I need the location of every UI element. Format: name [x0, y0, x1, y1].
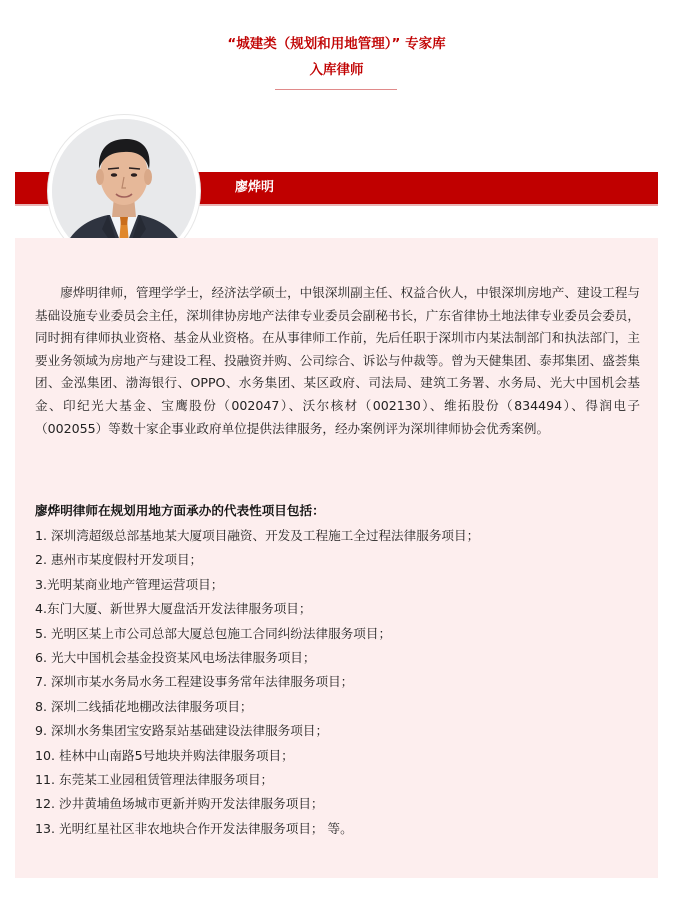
- page-header: [0, 34, 673, 80]
- list-item: 11. 东莞某工业园租赁管理法律服务项目；: [35, 772, 274, 788]
- projects-heading: 廖烨明律师在规划用地方面承办的代表性项目包括：: [35, 503, 325, 518]
- profile-panel: [15, 238, 658, 878]
- lawyer-bio: 廖烨明律师，管理学学士，经济法学硕士，中银深圳副主任、权益合伙人，中银深圳房地产、建设工程与基础设施专业委员会主任，深圳律协房地产法律专业委员会副秘书长，广东省律协土地法律专业委员会委员，同时拥有律师执业资格、基金从业资格。在从事律师工作前，先后任职于深圳市内某法制部门和执法部门，主要业务领域为房地产与建设工程、投融资并购、公司综合、诉讼与仲裁等。曾为天健集团、泰邦集团、盛荟集团、金泓集团、渤海银行、OPPO、水务集团、某区政府、司法局、建筑工务署、水务局、光大中国机会基金、印纪光大基金、宝鹰股份（002047）、沃尔核材（002130）、维拓股份（834494）、得润电子（002055）等数十家企事业政府单位提供法律服务，经办案例评为深圳律师协会优秀案例。: [35, 285, 640, 436]
- list-item: 6. 光大中国机会基金投资某风电场法律服务项目；: [35, 650, 316, 666]
- list-item: 8. 深圳二线插花地棚改法律服务项目；: [35, 698, 253, 714]
- header-divider: [275, 89, 397, 90]
- list-item: 12. 沙井黄埔鱼场城市更新并购开发法律服务项目；: [35, 796, 324, 812]
- list-item: 2. 惠州市某度假村开发项目；: [35, 552, 203, 568]
- projects-list: [35, 524, 645, 841]
- list-item: 3.光明某商业地产管理运营项目；: [35, 576, 224, 592]
- lawyer-name: 廖烨明: [235, 180, 275, 195]
- list-item: 7. 深圳市某水务局水务工程建设事务常年法律服务项目；: [35, 674, 354, 690]
- list-item: 1. 深圳湾超级总部基地某大厦项目融资、开发及工程施工全过程法律服务项目；: [35, 528, 480, 543]
- list-item: 13. 光明红星社区非农地块合作开发法律服务项目； 等。: [35, 820, 353, 836]
- page-title: “城建类（规划和用地管理）” 专家库: [227, 36, 446, 52]
- list-item: 9. 深圳水务集团宝安路泵站基础建设法律服务项目；: [35, 723, 329, 739]
- list-item: 4.东门大厦、新世界大厦盘活开发法律服务项目；: [35, 601, 312, 617]
- list-item: 5. 光明区某上市公司总部大厦总包施工合同纠纷法律服务项目；: [35, 625, 392, 641]
- list-item: 10. 桂林中山南路5号地块并购法律服务项目；: [35, 747, 294, 763]
- page-subtitle: 入库律师: [309, 62, 364, 78]
